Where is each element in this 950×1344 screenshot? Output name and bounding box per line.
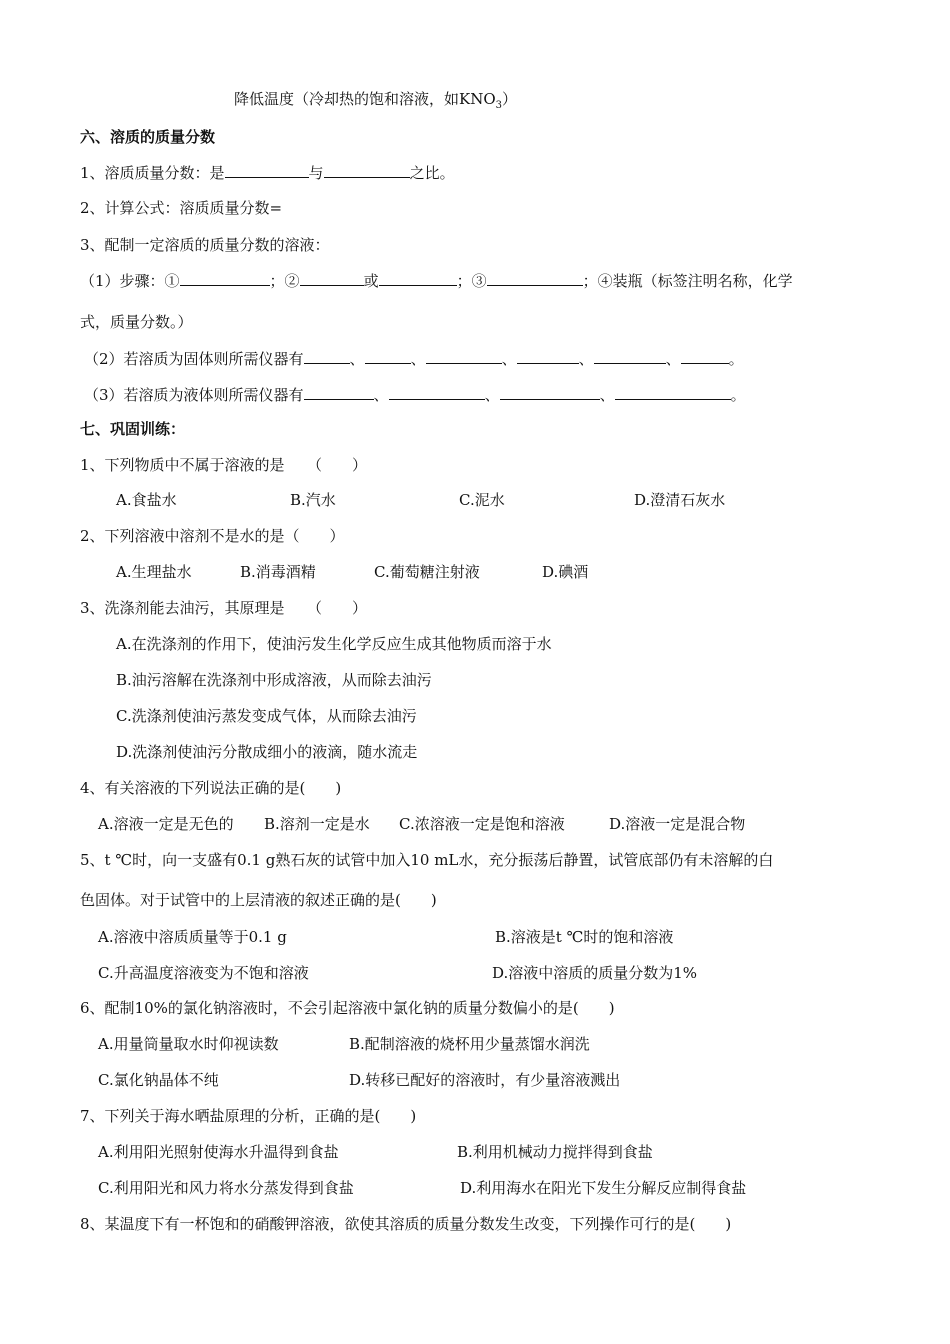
option-a: A.用量筒量取水时仰视读数: [98, 1035, 279, 1053]
option-a: A.生理盐水: [116, 563, 192, 581]
question-3-steps-cont: 式，质量分数。）: [80, 313, 193, 331]
question-3-liquid-instruments: （3）若溶质为液体则所需仪器有 、 、 、 。: [84, 386, 746, 404]
exercise-8: 8、某温度下有一杯饱和的硝酸钾溶液，欲使其溶质的质量分数发生改变，下列操作可行的是( ): [80, 1215, 732, 1233]
option-a: A.溶液中溶质质量等于0.1 g: [98, 928, 287, 946]
option-d: D.澄清石灰水: [634, 491, 726, 509]
option-a: A.食盐水: [116, 491, 177, 509]
option-c: C.洗涤剂使油污蒸发变成气体，从而除去油污: [116, 707, 417, 725]
question-3-steps: （1）步骤：① ；② 或 ；③ ；④装瓶（标签注明名称，化学: [80, 272, 793, 290]
option-b: B.汽水: [290, 491, 336, 509]
exercise-1: 1、下列物质中不属于溶液的是 （ ）: [80, 456, 368, 474]
option-d: D.利用海水在阳光下发生分解反应制得食盐: [460, 1179, 747, 1197]
option-d: D.溶液中溶质的质量分数为1%: [492, 964, 698, 982]
option-a: A.利用阳光照射使海水升温得到食盐: [98, 1143, 339, 1161]
option-b: B.油污溶解在洗涤剂中形成溶液，从而除去油污: [116, 671, 432, 689]
text-line-cooling: 降低温度（冷却热的饱和溶液，如$KNO_3$）: [234, 90, 518, 111]
option-b: B.消毒酒精: [240, 563, 316, 581]
question-3-solid-instruments: （2）若溶质为固体则所需仪器有 、 、 、 、 、 。: [84, 350, 744, 368]
option-b: B.溶剂一定是水: [264, 815, 370, 833]
blank: [225, 162, 309, 178]
blank: [180, 270, 270, 286]
question-1: 1、溶质质量分数：是 与 之比。: [80, 164, 455, 182]
exercise-3: 3、洗涤剂能去油污，其原理是 （ ）: [80, 599, 368, 617]
option-b: B.溶液是t ℃时的饱和溶液: [495, 928, 674, 946]
option-c: C.浓溶液一定是饱和溶液: [399, 815, 565, 833]
blank: [379, 270, 457, 286]
option-c: C.升高温度溶液变为不饱和溶液: [98, 964, 309, 982]
option-d: D.转移已配好的溶液时，有少量溶液溅出: [349, 1071, 621, 1089]
blank: [300, 270, 364, 286]
option-b: B.配制溶液的烧杯用少量蒸馏水润洗: [349, 1035, 590, 1053]
exercise-5: 5、t ℃时，向一支盛有0.1 g熟石灰的试管中加入10 mL水，充分振荡后静置，试管底部仍有未溶解的白: [80, 851, 774, 869]
option-d: D.碘酒: [542, 563, 589, 581]
section-heading-7: 七、巩固训练：: [80, 420, 186, 438]
option-b: B.利用机械动力搅拌得到食盐: [457, 1143, 653, 1161]
option-c: C.利用阳光和风力将水分蒸发得到食盐: [98, 1179, 354, 1197]
question-3: 3、配制一定溶质的质量分数的溶液：: [80, 236, 330, 254]
blank: [324, 162, 410, 178]
option-d: D.溶液一定是混合物: [609, 815, 746, 833]
exercise-2: 2、下列溶液中溶剂不是水的是（ ）: [80, 527, 345, 545]
option-c: C.氯化钠晶体不纯: [98, 1071, 219, 1089]
option-d: D.洗涤剂使油污分散成细小的液滴，随水流走: [116, 743, 418, 761]
exercise-6: 6、配制10%的氯化钠溶液时，不会引起溶液中氯化钠的质量分数偏小的是( ): [80, 999, 615, 1017]
option-c: C.泥水: [459, 491, 505, 509]
option-a: A.在洗涤剂的作用下，使油污发生化学反应生成其他物质而溶于水: [116, 635, 552, 653]
blank: [487, 270, 583, 286]
exercise-4: 4、有关溶液的下列说法正确的是( ): [80, 779, 342, 797]
option-a: A.溶液一定是无色的: [98, 815, 234, 833]
exercise-7: 7、下列关于海水晒盐原理的分析，正确的是( ): [80, 1107, 417, 1125]
option-c: C.葡萄糖注射液: [374, 563, 480, 581]
section-heading-6: 六、溶质的质量分数: [80, 128, 216, 146]
exercise-5-cont: 色固体。对于试管中的上层清液的叙述正确的是( ): [80, 891, 437, 909]
question-2: 2、计算公式：溶质质量分数=: [80, 199, 283, 217]
